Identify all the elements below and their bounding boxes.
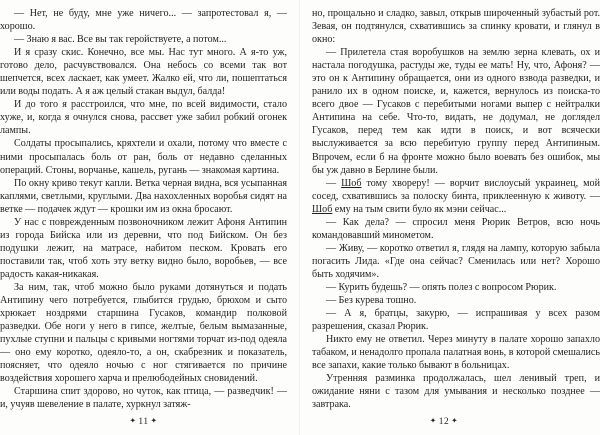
- paragraph: — Нет, не буду, мне уже ничего... — запротестовал я, — хорошо.: [0, 8, 287, 33]
- folio-ornament-right-icon: ✦: [451, 416, 459, 425]
- paragraph: — А я, братцы, закурю, — испрашивая у всех разом разрешения, сказал Рюрик.: [312, 308, 600, 333]
- paragraph: — Прилетела стая воробушков на землю зерна клевать, ох и настала погодушка, растуды же, туды ее мать! Ну, что, Афоня? — это он к Антипину обращается, они из одного взвода разведки, и ранило их в одном поиске, и, кажется, вернулось из поиска-то всего двое — Гусаков с перебитыми ногами выпер с нейтралки Антипина на себе. Что-то, видать, не додумал, не доглядел Гусаков, перед тем как идти в поиск, и вот всячески выслуживается за всю перебитую группу перед Антипиным. Впрочем, если б на фронте можно было воевать без ошибок, мы бы уж давно в Берлине были.: [312, 47, 600, 176]
- paragraph: У нас с поврежденным позвоночником лежит Афоня Антипин из города Бийска или из деревни, что под Бийском. Он без подушки лежит, на матрасе, набитом песком. Кровать его поставили так, чтоб хоть эту ветку видно было, воробьев, — все радость какая-никакая.: [0, 216, 287, 280]
- right-page-folio: [294, 417, 594, 427]
- right-page: [300, 0, 600, 435]
- folio-number: 12: [438, 417, 450, 427]
- paragraph: За ним, так, чтоб можно было руками дотянуться и подать Антипину чего потребуется, глыбится грудью, брюхом и сыто хрюкает ноздрями старшина Гусаков, командир полковой разведки. Обе ноги у него в гипсе, желтые, белым вымазанные, пухлые ступни и пальцы с кривыми ногтями торчат из-под одеяла — оно ему коротко, одеяло-то, а он, скабрезник и показатель, поясняет, что одеяло ночью с ног стягивается по причине воздействия хорошего харча и прелюбодейных сновидений.: [0, 281, 287, 385]
- paragraph: По окну криво текут капли. Ветка черная видна, вся усыпанная каплями, светлыми, круглыми. Два нахохленных воробья сидят на ветке — подачек ждут — крошки им из окна бросают.: [0, 177, 287, 215]
- left-page-folio: [0, 417, 293, 427]
- paragraph: — Как дела? — спросил меня Рюрик Ветров, всю ночь командовавший минометом.: [312, 216, 600, 241]
- paragraph: — Шоб тому хвореру! — ворчит вислоусый украинец, мой сосед, схватившись за полоску бинта, приклеенную к животу. — Шоб ему на тым свити було як мэни сейчас...: [312, 177, 600, 215]
- paragraph: — Без курева тошно.: [326, 295, 417, 307]
- paragraph: Солдаты просыпались, кряхтели и охали, потому что вместе с ними просыпалась боль от ран, боль от недавно сделанных операций. Стоны, ворчанье, кашель, ругань — знакомая картина.: [0, 138, 287, 176]
- underlined-word: Шоб: [341, 177, 362, 189]
- paragraph: И до того я расстроился, что мне, по всей видимости, стало хуже, и, когда я очнулся снова, рассвет уже забил робкий огонек лампы.: [0, 99, 287, 137]
- folio-ornament-left-icon: ✦: [429, 416, 437, 425]
- paragraph: — Живу, — коротко ответил я, глядя на лампу, которую забыла погасить Лида. «Где она сейчас? Сменилась или нет? Хорошо быть ходячим».: [312, 242, 600, 280]
- paragraph: Никто ему не ответил. Через минуту в палате хорошо запахло табаком, и ненадолго пропала палатная вонь, в которой смешались все запахи, какие только бывают в больницах.: [312, 334, 600, 372]
- paragraph: И я сразу скис. Конечно, все мы. Нас тут много. А я-то уж, готово дело, расчувствовался. Она небось со всеми так вот шепчется, всех ласкает, как умеет. Жалко ей, что ли, пошептаться или воды подать. А я аж целый стакан выдул, балда!: [0, 47, 287, 98]
- paragraph: Старшина спит здорово, но чуток, как птица, — разведчик! — и, учуяв шевеление в палате, хуркнул затяж-: [0, 386, 287, 411]
- folio-ornament-left-icon: ✦: [129, 416, 137, 425]
- paragraph: — Знаю я вас. Все вы так геройствуете, а потом...: [14, 34, 227, 46]
- folio-ornament-right-icon: ✦: [150, 416, 158, 425]
- paragraph: но, прощально и сладко, завыл, открыв широченный зубастый рот. Зевая, он подтянулся, схватившись за спинку кровати, и глянул в окно:: [312, 8, 600, 46]
- paragraph: Утренняя разминка продолжалась, шел ленивый треп, и ожидание няни с тазом для умывания и несколько позднее — завтрака.: [312, 373, 600, 411]
- underlined-word: Шоб: [312, 203, 333, 215]
- left-page-textblock: [0, 7, 287, 411]
- right-page-textblock: [312, 7, 600, 411]
- folio-number: 11: [138, 417, 149, 427]
- left-page: [0, 0, 299, 435]
- paragraph: — Курить будешь? — опять полез с вопросом Рюрик.: [326, 281, 557, 293]
